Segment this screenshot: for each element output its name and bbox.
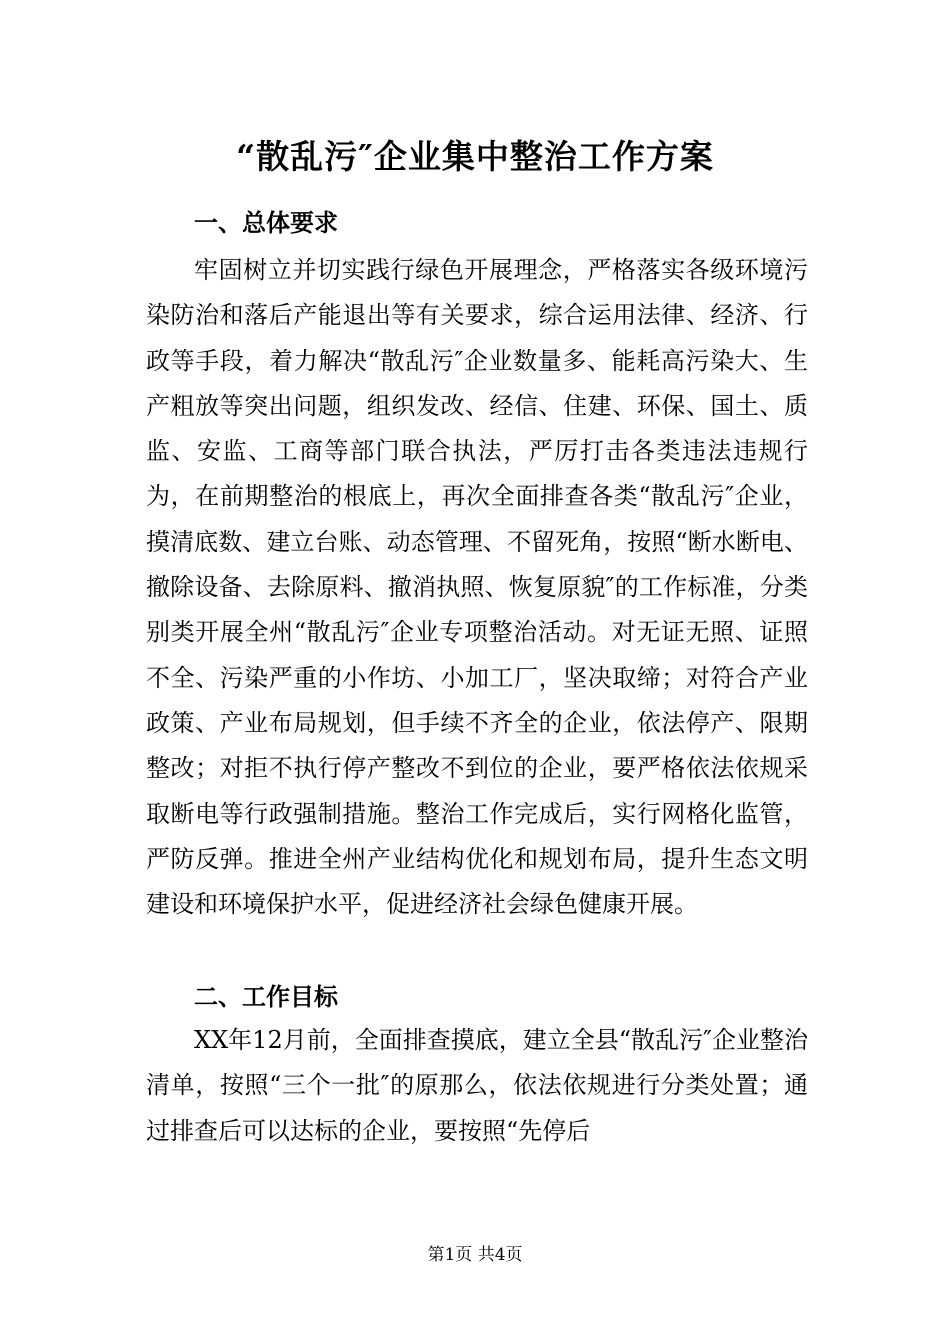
page-number-footer: 第1页 共4页 xyxy=(427,1245,523,1265)
section-paragraph-general-requirements: 牢固树立并切实践行绿色开展理念，严格落实各级环境污染防治和落后产能退出等有关要求，综合运用法律、经济、行政等手段，着力解决“散乱污″企业数量多、能耗高污染大、生产粗放等突出问题，组织发改、经信、住建、环保、国土、质监、安监、工商等部门联合执法，严厉打击各类违法违规行为，在前期整治的根底上，再次全面排查各类“散乱污″企业，摸清底数、建立台账、动态管理、不留死角，按照“断水断电、撤除设备、去除原料、撤消执照、恢复原貌″的工作标准，分类别类开展全州“散乱污″企业专项整治活动。对无证无照、证照不全、污染严重的小作坊、小加工厂，坚决取缔；对符合产业政策、产业布局规划，但手续不齐全的企业，依法停产、限期整改；对拒不执行停产整改不到位的企业，要严格依法依规采取断电等行政强制措施。整治工作完成后，实行网格化监管，严防反弹。推进全州产业结构优化和规划布局，提升生态文明建设和环境保护水平，促进经济社会绿色健康开展。 xyxy=(146,256,808,919)
section-paragraph-work-goals: XX年12月前，全面排查摸底，建立全县“散乱污″企业整治清单，按照“三个一批″的原那么，依法依规进行分类处置；通过排查后可以达标的企业，要按照“先停后 xyxy=(146,1026,808,1145)
document-title: “散乱污″企业集中整治工作方案 xyxy=(236,137,714,176)
section-heading-work-goals: 二、工作目标 xyxy=(194,983,338,1011)
section-heading-general-requirements: 一、总体要求 xyxy=(194,209,338,237)
